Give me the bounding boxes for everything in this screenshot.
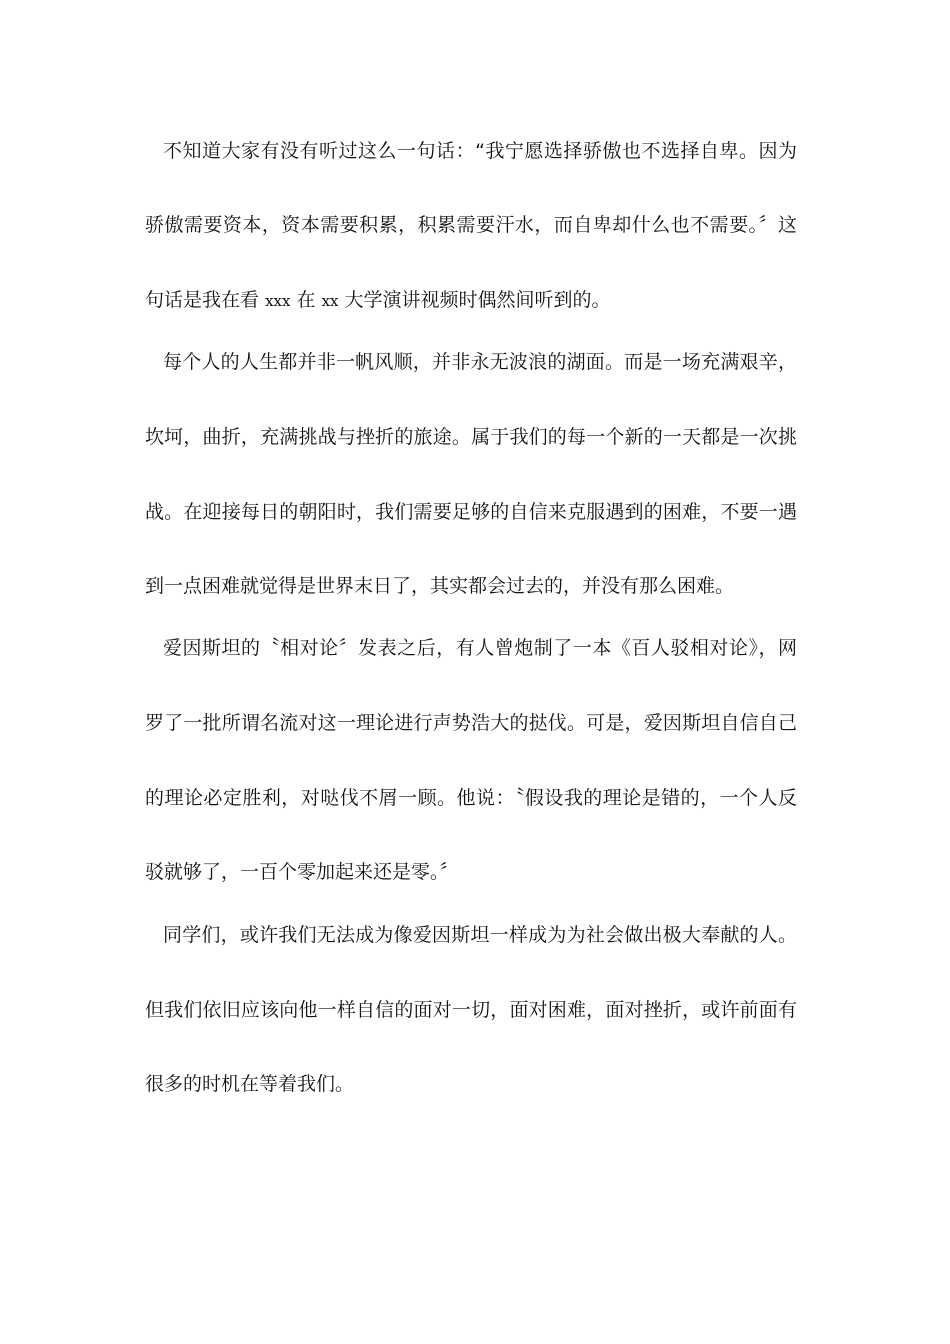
placeholder-name: xxx (265, 292, 291, 310)
paragraph-3-line-2: 罗了一批所谓名流对这一理论进行声势浩大的挞伐。可是，爱因斯坦自信自己 (145, 712, 797, 734)
paragraph-4-line-3: 很多的时机在等着我们。 (145, 1073, 355, 1095)
paragraph-1-line-3 (145, 285, 797, 315)
text-segment: 句话是我在看 (145, 289, 260, 311)
paragraph-2-line-2: 坎坷，曲折，充满挑战与挫折的旅途。属于我们的每一个新的一天都是一次挑 (145, 426, 797, 448)
paragraph-4-line-2: 但我们依旧应该向他一样自信的面对一切，面对困难，面对挫折，或许前面有 (145, 999, 797, 1021)
paragraph-4-line-1: 同学们，或许我们无法成为像爱因斯坦一样成为为社会做出极大奉献的人。 (163, 924, 797, 946)
paragraph-3-line-4: 驳就够了，一百个零加起来还是零。〞 (145, 861, 459, 883)
paragraph-3-line-1: 爱因斯坦的〝相对论〞发表之后，有人曾炮制了一本《百人驳相对论》，网 (163, 637, 797, 659)
paragraph-2-line-4: 到一点困难就觉得是世界末日了，其实都会过去的，并没有那么困难。 (145, 575, 735, 597)
paragraph-2-line-1: 每个人的人生都并非一帆风顺，并非永无波浪的湖面。而是一场充满艰辛， (163, 351, 797, 373)
text-segment: 大学演讲视频时偶然间听到的。 (344, 289, 611, 311)
text-segment: 在 (296, 289, 316, 311)
paragraph-1-line-1: 不知道大家有没有听过这么一句话：“我宁愿选择骄傲也不选择自卑。因为 (163, 140, 797, 162)
paragraph-2-line-3: 战。在迎接每日的朝阳时，我们需要足够的自信来克服遇到的困难，不要一遇 (145, 501, 797, 523)
placeholder-university: xx (321, 292, 339, 310)
paragraph-1-line-2: 骄傲需要资本，资本需要积累，积累需要汗水，而自卑却什么也不需要。〞这 (145, 214, 797, 236)
paragraph-3-line-3: 的理论必定胜利，对哒伐不屑一顾。他说：〝假设我的理论是错的，一个人反 (145, 787, 797, 809)
